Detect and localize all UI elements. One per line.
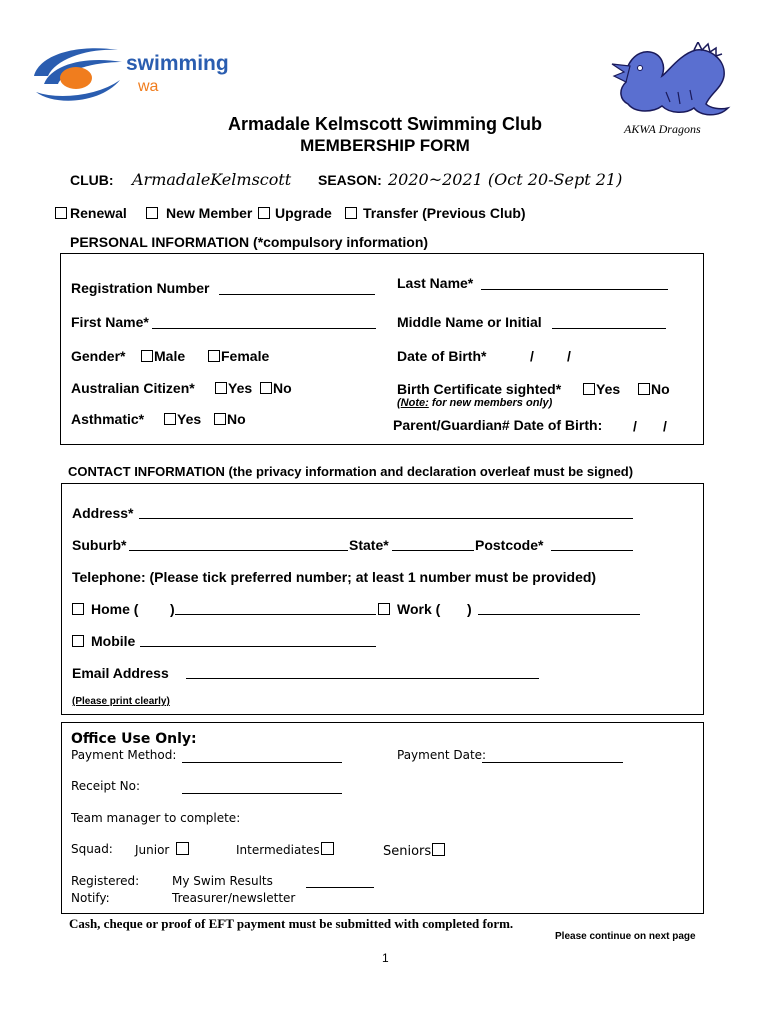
- birth-cert-no-checkbox[interactable]: [638, 383, 650, 395]
- last-name-label: Last Name*: [397, 275, 474, 291]
- email-line[interactable]: [186, 678, 539, 679]
- gender-label: Gender*: [71, 348, 126, 364]
- asthmatic-yes-checkbox[interactable]: [164, 413, 176, 425]
- citizen-no-checkbox[interactable]: [260, 382, 272, 394]
- payment-method-line[interactable]: [182, 762, 342, 763]
- swimming-wa-swoosh-icon: [30, 40, 126, 104]
- work-close-paren: ): [467, 601, 472, 617]
- page-number: 1: [382, 951, 389, 965]
- middle-name-line[interactable]: [552, 328, 666, 329]
- address-label: Address*: [72, 505, 134, 521]
- asthmatic-label: Asthmatic*: [71, 411, 145, 427]
- state-line[interactable]: [392, 550, 474, 551]
- seniors-checkbox[interactable]: [432, 843, 445, 856]
- receipt-line[interactable]: [182, 793, 342, 794]
- transfer-label: Transfer (Previous Club): [363, 205, 526, 221]
- registration-number-line[interactable]: [219, 294, 375, 295]
- season-label: SEASON:: [318, 172, 382, 188]
- renewal-checkbox[interactable]: [55, 207, 67, 219]
- male-checkbox[interactable]: [141, 350, 153, 362]
- transfer-option[interactable]: [345, 205, 526, 221]
- junior-option[interactable]: [135, 842, 189, 857]
- mobile-phone-line[interactable]: [140, 646, 376, 647]
- renewal-label: Renewal: [70, 205, 127, 221]
- email-label: Email Address: [72, 665, 169, 681]
- citizen-no-option[interactable]: [260, 380, 292, 396]
- dragon-icon: [606, 42, 734, 122]
- male-label: Male: [154, 348, 186, 364]
- continue-note: Please continue on next page: [555, 931, 696, 942]
- renewal-option[interactable]: [55, 205, 127, 221]
- treasurer-label: Treasurer/newsletter: [172, 891, 296, 905]
- female-checkbox[interactable]: [208, 350, 220, 362]
- aus-citizen-label: Australian Citizen*: [71, 380, 195, 396]
- first-name-label: First Name*: [71, 314, 149, 330]
- home-option[interactable]: [72, 601, 138, 617]
- postcode-label: Postcode*: [475, 537, 544, 553]
- contact-info-heading: CONTACT INFORMATION (the privacy information and declaration overleaf must be signed): [68, 464, 634, 479]
- my-swim-results-label: My Swim Results: [172, 874, 273, 888]
- birth-cert-yes-option[interactable]: [583, 381, 620, 397]
- upgrade-option[interactable]: [258, 205, 332, 221]
- asthmatic-no-label: No: [227, 411, 246, 427]
- work-option[interactable]: [378, 601, 440, 617]
- birth-cert-no-option[interactable]: [638, 381, 670, 397]
- swimming-logo-text: swimming: [126, 52, 229, 75]
- work-checkbox[interactable]: [378, 603, 390, 615]
- registered-label: Registered:: [71, 874, 140, 888]
- parent-dob-separator: /: [663, 418, 667, 434]
- address-line[interactable]: [139, 518, 633, 519]
- note-label: Note:: [400, 397, 429, 409]
- citizen-yes-option[interactable]: [215, 380, 252, 396]
- suburb-line[interactable]: [129, 550, 348, 551]
- dob-separator: /: [530, 348, 534, 364]
- citizen-no-label: No: [273, 380, 292, 396]
- club-label: CLUB:: [70, 172, 114, 188]
- intermediates-option[interactable]: [236, 842, 334, 857]
- new-member-option[interactable]: [146, 205, 252, 221]
- new-member-label: New Member: [166, 205, 253, 221]
- junior-checkbox[interactable]: [176, 842, 189, 855]
- intermediates-checkbox[interactable]: [321, 842, 334, 855]
- citizen-yes-label: Yes: [228, 380, 253, 396]
- asthmatic-yes-option[interactable]: [164, 411, 201, 427]
- parent-dob-separator: /: [633, 418, 637, 434]
- birth-cert-no-label: No: [651, 381, 670, 397]
- seniors-label: Seniors: [383, 844, 432, 859]
- dob-separator: /: [567, 348, 571, 364]
- season-value[interactable]: 2020~2021 (Oct 20-Sept 21): [388, 170, 623, 189]
- work-phone-line[interactable]: [478, 614, 640, 615]
- office-use-heading: Office Use Only:: [71, 731, 197, 747]
- seniors-option[interactable]: [383, 843, 445, 859]
- club-value[interactable]: ArmadaleKelmscott: [132, 170, 292, 189]
- my-swim-results-line[interactable]: [306, 887, 374, 888]
- female-label: Female: [221, 348, 270, 364]
- wa-logo-text: wa: [138, 78, 159, 95]
- work-label: Work (: [397, 601, 441, 617]
- asthmatic-no-checkbox[interactable]: [214, 413, 226, 425]
- home-label: Home (: [91, 601, 139, 617]
- dragon-caption: AKWA Dragons: [624, 122, 701, 136]
- suburb-label: Suburb*: [72, 537, 127, 553]
- new-members-note: (Note: for new members only): [397, 397, 553, 409]
- postcode-line[interactable]: [551, 550, 633, 551]
- home-close-paren: ): [170, 601, 175, 617]
- middle-name-label: Middle Name or Initial: [397, 314, 542, 330]
- form-subtitle: MEMBERSHIP FORM: [300, 136, 470, 155]
- receipt-label: Receipt No:: [71, 779, 140, 793]
- home-checkbox[interactable]: [72, 603, 84, 615]
- asthmatic-no-option[interactable]: [214, 411, 246, 427]
- home-phone-line[interactable]: [175, 614, 376, 615]
- payment-date-line[interactable]: [482, 762, 623, 763]
- new-member-checkbox[interactable]: [146, 207, 158, 219]
- payment-date-label: Payment Date:: [397, 748, 487, 762]
- print-clearly-note: (Please print clearly): [72, 696, 170, 707]
- dob-label: Date of Birth*: [397, 348, 487, 364]
- birth-cert-yes-checkbox[interactable]: [583, 383, 595, 395]
- telephone-label: Telephone: (Please tick preferred number; at least 1 number must be provided): [72, 569, 597, 585]
- last-name-line[interactable]: [481, 289, 668, 290]
- squad-label: Squad:: [71, 842, 113, 856]
- notify-label: Notify:: [71, 891, 110, 905]
- asthmatic-yes-label: Yes: [177, 411, 202, 427]
- mobile-label: Mobile: [91, 633, 136, 649]
- intermediates-label: Intermediates: [236, 843, 320, 857]
- team-manager-label: Team manager to complete:: [71, 811, 241, 825]
- first-name-line[interactable]: [152, 328, 376, 329]
- female-option[interactable]: [208, 348, 269, 364]
- payment-submission-note: Cash, cheque or proof of EFT payment must be submitted with completed form.: [69, 916, 514, 931]
- transfer-checkbox[interactable]: [345, 207, 357, 219]
- form-title: Armadale Kelmscott Swimming Club: [227, 114, 543, 134]
- personal-info-heading: PERSONAL INFORMATION (*compulsory information): [70, 234, 429, 250]
- mobile-checkbox[interactable]: [72, 635, 84, 647]
- swimming-wa-logo: [30, 40, 230, 110]
- registration-number-label: Registration Number: [71, 280, 210, 296]
- payment-method-label: Payment Method:: [71, 748, 177, 762]
- upgrade-label: Upgrade: [275, 205, 332, 221]
- birth-cert-yes-label: Yes: [596, 381, 621, 397]
- citizen-yes-checkbox[interactable]: [215, 382, 227, 394]
- birth-cert-label: Birth Certificate sighted*: [397, 381, 562, 397]
- parent-dob-label: Parent/Guardian# Date of Birth:: [393, 417, 603, 433]
- male-option[interactable]: [141, 348, 185, 364]
- mobile-option[interactable]: [72, 633, 135, 649]
- state-label: State*: [349, 537, 389, 553]
- junior-label: Junior: [135, 843, 170, 857]
- upgrade-checkbox[interactable]: [258, 207, 270, 219]
